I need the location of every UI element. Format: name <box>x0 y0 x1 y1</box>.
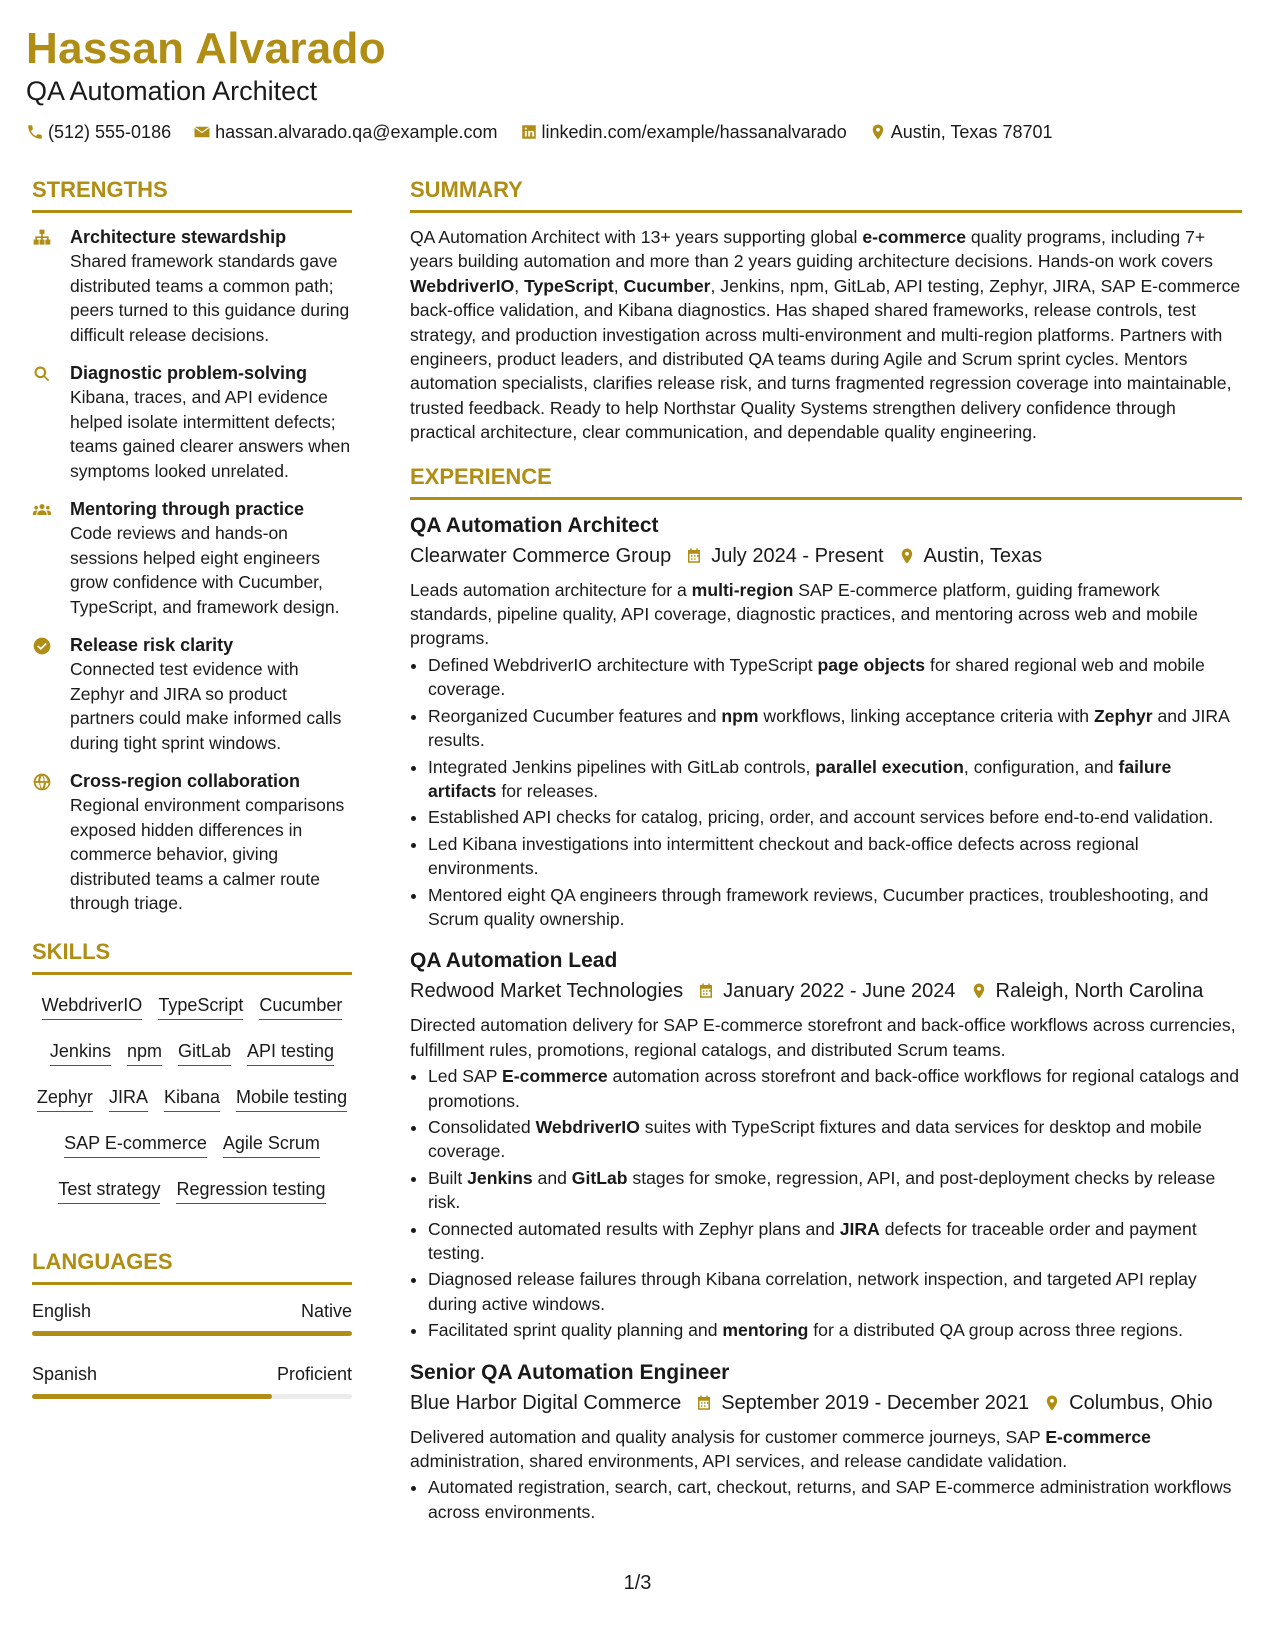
skill-tag: Kibana <box>164 1085 220 1112</box>
job-entry <box>410 512 1242 932</box>
language-name: English <box>32 1300 92 1321</box>
strength-item <box>32 769 352 916</box>
contact-location <box>869 120 1053 144</box>
job-bullet: • Facilitated sprint quality planning and mentoring for a distributed QA group across three regions. <box>428 1318 1242 1342</box>
languages-heading: LANGUAGES <box>32 1248 352 1285</box>
strengths-heading: STRENGTHS <box>32 176 352 213</box>
job-title: QA Automation Architect <box>410 513 659 537</box>
skill-tag: WebdriverIO <box>42 993 143 1020</box>
map-pin-icon <box>1043 1394 1061 1412</box>
language-item <box>32 1362 352 1399</box>
job-description: Delivered automation and quality analysis for customer commerce journeys, SAP E-commerce administration, shared environments, API services, and release candidate validation. <box>410 1426 1151 1472</box>
strength-desc: Regional environment comparisons exposed hidden differences in commerce behavior, giving distributed teams a calmer route through triage. <box>70 795 345 913</box>
skill-tag: npm <box>127 1039 162 1066</box>
language-item <box>32 1299 352 1336</box>
strength-icon-wrap <box>32 633 58 755</box>
job-bullet: • Built Jenkins and GitLab stages for smoke, regression, API, and post-deployment checks by release risk. <box>428 1166 1242 1215</box>
strength-text <box>70 225 352 347</box>
check-circle-icon <box>32 636 52 656</box>
strength-icon-wrap <box>32 361 58 483</box>
language-row <box>32 1362 352 1386</box>
language-level: Native <box>300 1300 352 1321</box>
strength-item <box>32 633 352 755</box>
job-entry <box>410 1359 1242 1525</box>
strength-desc: Kibana, traces, and API evidence helped isolate intermittent defects; teams gained clearer answers when symptoms looked unrelated. <box>70 387 351 481</box>
job-location: Raleigh, North Carolina <box>995 980 1204 1003</box>
users-icon <box>32 500 52 520</box>
strength-icon-wrap <box>32 225 58 347</box>
calendar-icon <box>695 1394 713 1412</box>
linkedin-icon <box>520 123 538 141</box>
map-pin-icon <box>869 123 887 141</box>
job-bullet: • Diagnosed release failures through Kibana correlation, network inspection, and targeted API replay during active windows. <box>428 1267 1242 1316</box>
skill-tag: Zephyr <box>37 1085 93 1112</box>
search-icon <box>32 364 52 384</box>
candidate-role: QA Automation Architect <box>26 76 318 106</box>
job-description: Leads automation architecture for a multi-region SAP E-commerce platform, guiding framework standards, pipeline quality, API coverage, diagnostic practices, and mentoring across web and mobile programs. <box>410 579 1198 649</box>
strength-title: Mentoring through practice <box>70 499 304 519</box>
job-bullets <box>410 1475 1242 1524</box>
job-dates: September 2019 - December 2021 <box>721 1391 1030 1414</box>
job-meta <box>410 1389 1242 1417</box>
job-meta <box>410 977 1242 1005</box>
job-title: Senior QA Automation Engineer <box>410 1360 730 1384</box>
strength-desc: Shared framework standards gave distributed teams a common path; peers turned to this guidance during difficult release decisions. <box>70 251 350 345</box>
job-bullet: • Defined WebdriverIO architecture with TypeScript page objects for shared regional web and mobile coverage. <box>428 653 1242 702</box>
language-bar <box>32 1331 352 1336</box>
language-bar <box>32 1394 352 1399</box>
page-number: 1/3 <box>623 1572 652 1594</box>
skill-tag: Regression testing <box>176 1177 325 1204</box>
candidate-name: Hassan Alvarado <box>26 24 386 73</box>
job-description: Directed automation delivery for SAP E-commerce storefront and back-office workflows across currencies, fulfillment rules, promotions, regional catalogs, and distributed Scrum teams. <box>410 1015 1236 1060</box>
left-column <box>32 176 352 1399</box>
language-bar-fill <box>32 1394 272 1399</box>
job-dates: January 2022 - June 2024 <box>723 980 956 1003</box>
map-pin-icon <box>898 547 916 565</box>
strength-item <box>32 225 352 347</box>
language-bar-fill <box>32 1331 352 1336</box>
job-company: Redwood Market Technologies <box>410 980 684 1003</box>
job-location: Austin, Texas <box>923 544 1043 567</box>
strength-desc: Code reviews and hands-on sessions helped eight engineers grow confidence with Cucumber, TypeScript, and framework design. <box>70 523 340 617</box>
summary-heading: SUMMARY <box>410 176 1242 213</box>
map-pin-icon <box>970 982 988 1000</box>
language-name: Spanish <box>32 1363 98 1384</box>
sitemap-icon <box>32 228 52 248</box>
job-bullet: • Led SAP E-commerce automation across storefront and back-office workflows for regional catalogs and promotions. <box>428 1064 1242 1113</box>
job-bullet: • Mentored eight QA engineers through framework reviews, Cucumber practices, troubleshooting, and Scrum quality ownership. <box>428 883 1242 932</box>
language-level: Proficient <box>276 1363 352 1384</box>
strength-text <box>70 633 352 755</box>
resume-header <box>26 22 1251 144</box>
right-column <box>410 176 1242 1534</box>
job-bullet: • Consolidated WebdriverIO suites with TypeScript fixtures and data services for desktop and mobile coverage. <box>428 1115 1242 1164</box>
linkedin-text[interactable]: linkedin.com/example/hassanalvarado <box>541 122 847 142</box>
strength-icon-wrap <box>32 497 58 619</box>
calendar-icon <box>697 982 715 1000</box>
skill-tag: Test strategy <box>58 1177 160 1204</box>
strength-item <box>32 361 352 483</box>
strength-title: Architecture stewardship <box>70 227 287 247</box>
phone-icon <box>26 123 44 141</box>
experience-heading: EXPERIENCE <box>410 463 1242 500</box>
strength-text <box>70 497 352 619</box>
strength-item <box>32 497 352 619</box>
location-text: Austin, Texas 78701 <box>890 122 1053 142</box>
job-location: Columbus, Ohio <box>1069 1391 1213 1414</box>
contact-phone <box>26 120 171 144</box>
job-bullet: • Connected automated results with Zephyr plans and JIRA defects for traceable order and payment testing. <box>428 1217 1242 1266</box>
contact-row <box>26 120 1251 144</box>
job-title: QA Automation Lead <box>410 949 618 973</box>
strength-title: Release risk clarity <box>70 635 234 655</box>
language-row <box>32 1299 352 1323</box>
phone-text: (512) 555-0186 <box>48 122 172 142</box>
job-bullet: • Reorganized Cucumber features and npm workflows, linking acceptance criteria with Zephyr and JIRA results. <box>428 704 1242 753</box>
strength-desc: Connected test evidence with Zephyr and JIRA so product partners could make informed calls during tight sprint windows. <box>70 659 342 753</box>
contact-email[interactable] <box>193 120 497 144</box>
skill-tag: SAP E-commerce <box>64 1131 207 1158</box>
strength-title: Diagnostic problem-solving <box>70 363 308 383</box>
job-entry <box>410 947 1242 1342</box>
job-bullet: • Integrated Jenkins pipelines with GitLab controls, parallel execution, configuration, and failure artifacts for releases. <box>428 755 1242 804</box>
job-bullet: • Automated registration, search, cart, checkout, returns, and SAP E-commerce administration workflows across environments. <box>428 1475 1242 1524</box>
calendar-icon <box>685 547 703 565</box>
strengths-list <box>32 225 352 916</box>
strength-icon-wrap <box>32 769 58 916</box>
languages-list <box>32 1299 352 1399</box>
strength-title: Cross-region collaboration <box>70 771 301 791</box>
strength-text <box>70 361 352 483</box>
skill-tag: GitLab <box>178 1039 231 1066</box>
job-bullets <box>410 1064 1242 1342</box>
skill-tag: Mobile testing <box>236 1085 347 1112</box>
experience-list <box>410 512 1242 1525</box>
job-company: Clearwater Commerce Group <box>410 544 672 567</box>
skill-tag: Agile Scrum <box>223 1131 320 1158</box>
job-company: Blue Harbor Digital Commerce <box>410 1391 682 1414</box>
email-text[interactable]: hassan.alvarado.qa@example.com <box>215 122 498 142</box>
skills-list <box>32 987 352 1222</box>
job-bullet: • Led Kibana investigations into intermittent checkout and back-office defects across regional environments. <box>428 832 1242 881</box>
globe-icon <box>32 772 52 792</box>
job-meta <box>410 542 1242 570</box>
envelope-icon <box>193 123 211 141</box>
skill-tag: TypeScript <box>158 993 243 1020</box>
job-dates: July 2024 - Present <box>711 544 884 567</box>
skill-tag: API testing <box>247 1039 334 1066</box>
job-bullet: • Established API checks for catalog, pricing, order, and account services before end-to-end validation. <box>428 805 1242 829</box>
strength-text <box>70 769 352 916</box>
skills-heading: SKILLS <box>32 938 352 975</box>
contact-linkedin[interactable] <box>520 120 847 144</box>
job-bullets <box>410 653 1242 931</box>
skill-tag: JIRA <box>109 1085 148 1112</box>
skill-tag: Cucumber <box>259 993 342 1020</box>
summary-text: QA Automation Architect with 13+ years supporting global e-commerce quality programs, including 7+ years building automation and more than 2 years guiding architecture decisions. Hands-on work covers WebdriverIO, TypeScript, Cucumber, Jenkins, npm, GitLab, API testing, Zephyr, JIRA, SAP E-commerce back-office validation, and Kibana diagnostics. Has shaped shared frameworks, release controls, test strategy, and production investigation across multi-environment and multi-region platforms. Partners with engineers, product leaders, and distributed QA teams during Agile and Scrum sprint cycles. Mentors automation specialists, clarifies release risk, and turns fragmented regression coverage into maintainable, trusted feedback. Ready to help Northstar Quality Systems strengthen delivery confidence through practical architecture, clear communication, and dependable quality engineering. <box>410 227 1241 443</box>
skill-tag: Jenkins <box>50 1039 111 1066</box>
